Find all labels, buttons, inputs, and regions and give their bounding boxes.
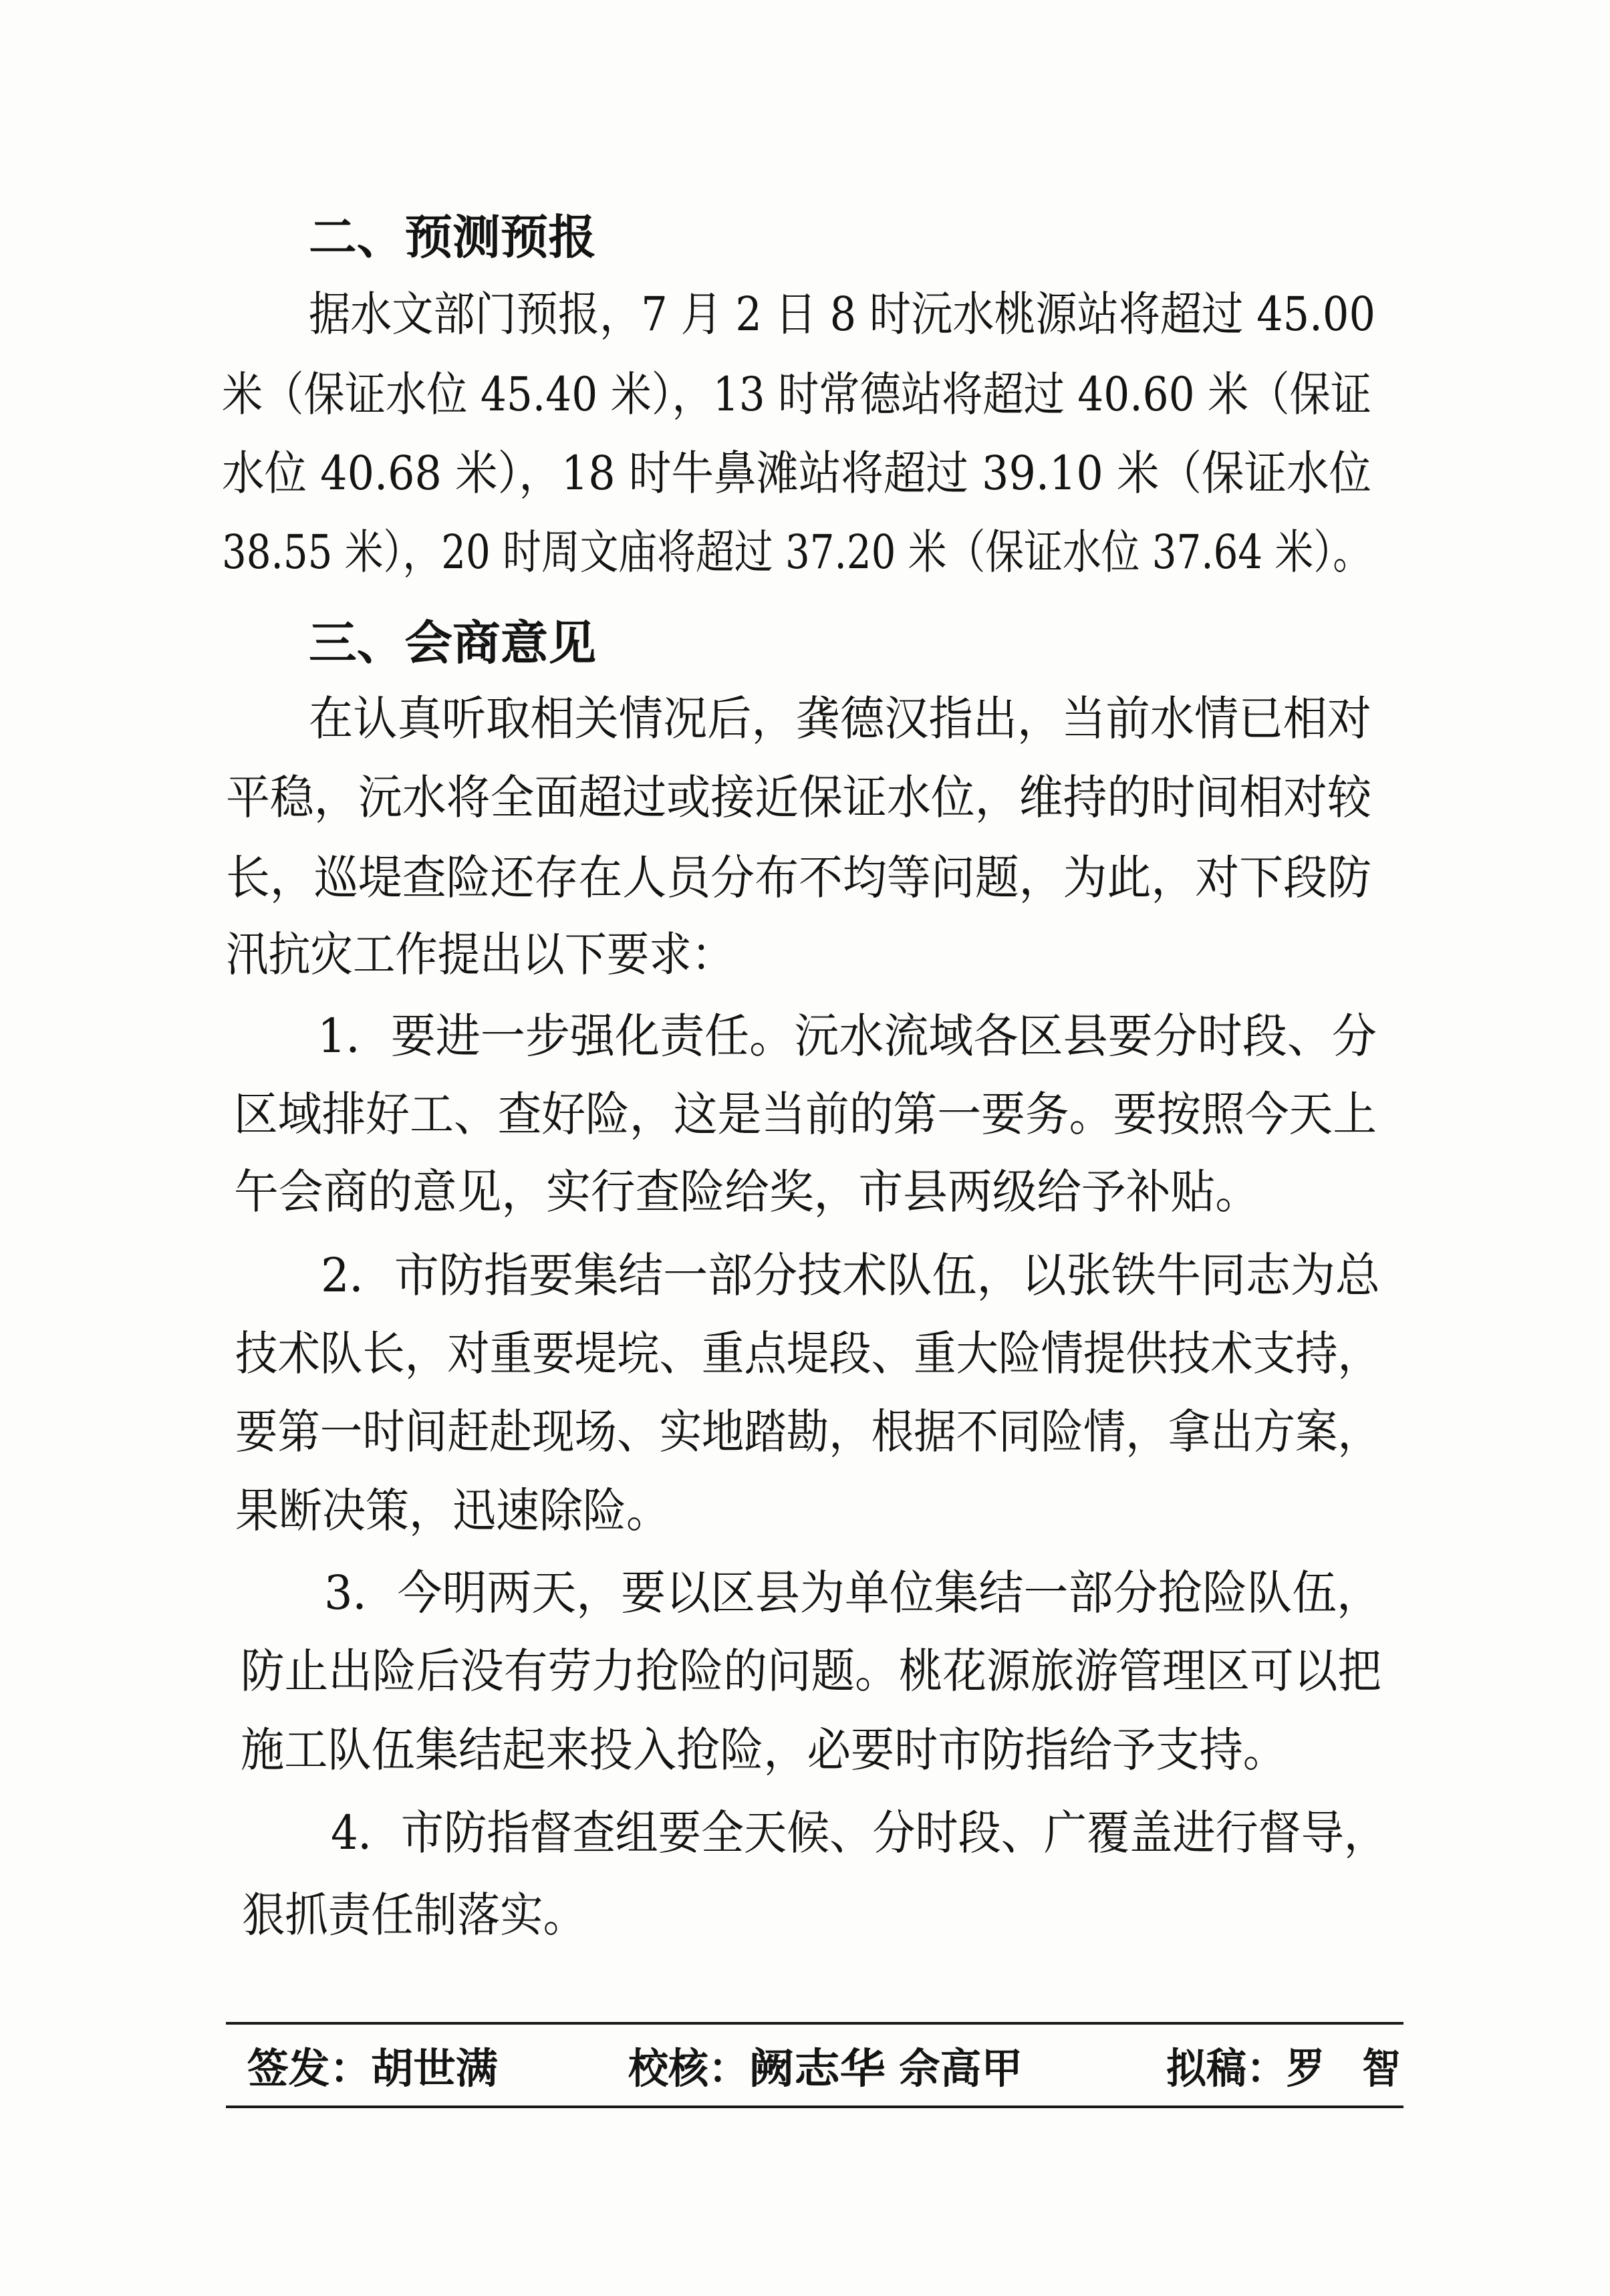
line-text: 施工队伍集结起来投入抢险，必要时市防指给予支持。 (241, 1723, 1287, 1777)
footer-bottom-rule (226, 2106, 1403, 2108)
drafter-label: 拟稿： (1166, 2044, 1287, 2093)
heading-text: 三、会商意见 (309, 616, 596, 670)
line-text: 区域排好工、查好险，这是当前的第一要务。要按照今天上 (234, 1087, 1377, 1142)
line-text: 2．市防指要集结一部分技术队伍，以张铁牛同志为总 (321, 1248, 1380, 1303)
line-text: 技术队长，对重要堤垸、重点堤段、重大险情提供技术支持， (235, 1326, 1380, 1381)
line-text: 3．今明两天，要以区县为单位集结一部分抢险队伍， (324, 1565, 1381, 1620)
line-text: 午会商的意见，实行查险给奖，市县两级给予补贴。 (234, 1164, 1260, 1219)
line-text: 狠抓责任制落实。 (242, 1888, 586, 1942)
line-text: 水位 40.68 米），18 时牛鼻滩站将超过 39.10 米（保证水位 (222, 446, 1371, 501)
reviewer-name: 阙志华 (749, 2044, 886, 2093)
line-text: 米（保证水位 45.40 米），13 时常德站将超过 40.60 米（保证 (222, 367, 1371, 422)
signoff-row (0, 2035, 1610, 2102)
line-text: 果断决策，迅速除险。 (235, 1483, 670, 1538)
footer-top-rule (226, 2022, 1403, 2025)
line-text: 汛抗灾工作提出以下要求： (226, 927, 734, 982)
line-text: 平稳，沅水将全面超过或接近保证水位，维持的时间相对较 (226, 770, 1371, 825)
issuer-name: 胡世满 (371, 2044, 498, 2093)
reviewer-label: 校核： (628, 2044, 749, 2093)
issuer-label: 签发： (247, 2044, 371, 2093)
heading-text: 二、预测预报 (309, 210, 596, 265)
line-text: 要第一时间赶赴现场、实地踏勘，根据不同险情，拿出方案， (235, 1404, 1380, 1459)
line-text: 38.55 米），20 时周文庙将超过 37.20 米（保证水位 37.64 米）。 (222, 525, 1371, 580)
line-text: 4．市防指督查组要全天候、分时段、广覆盖进行督导， (331, 1805, 1387, 1860)
drafter-name: 罗 智 (1287, 2044, 1400, 2093)
line-text: 据水文部门预报，7 月 2 日 8 时沅水桃源站将超过 45.00 (309, 287, 1375, 342)
line-text: 防止出险后没有劳力抢险的问题。桃花源旅游管理区可以把 (241, 1644, 1381, 1698)
line-text: 长，巡堤查险还存在人员分布不均等问题，为此，对下段防 (226, 850, 1371, 905)
reviewer-name: 佘高甲 (899, 2044, 1023, 2093)
line-text: 1．要进一步强化责任。沅水流域各区县要分时段、分 (317, 1009, 1377, 1063)
line-text: 在认真听取相关情况后，龚德汉指出，当前水情已相对 (309, 691, 1371, 746)
